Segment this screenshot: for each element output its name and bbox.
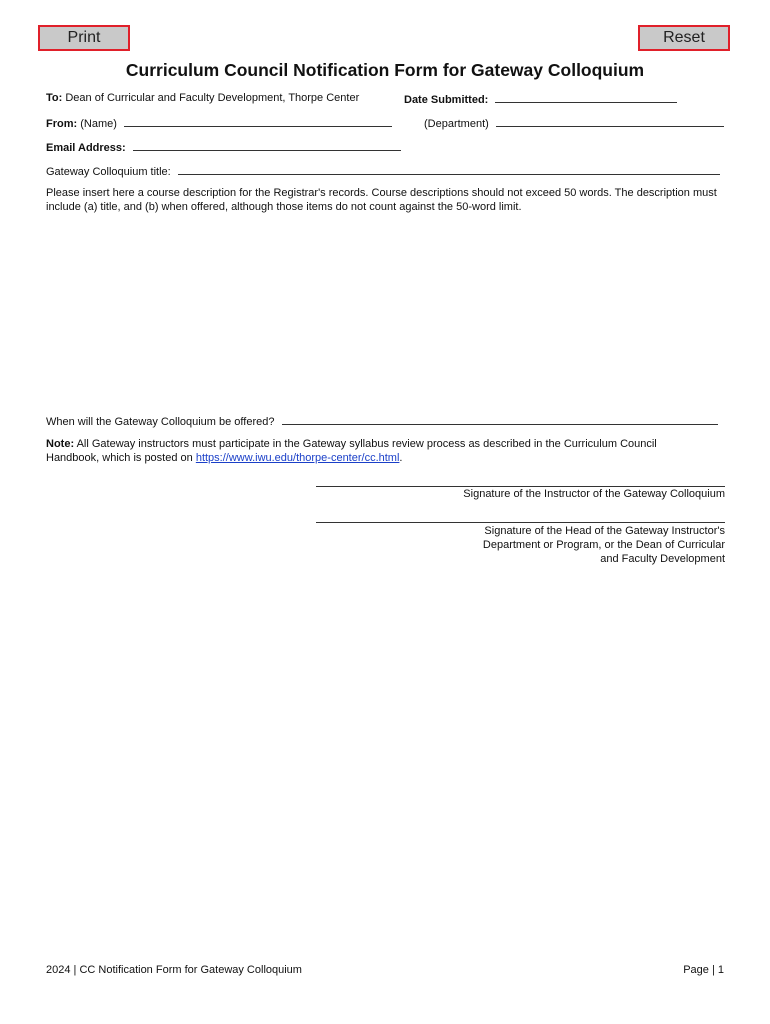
page-title: Curriculum Council Notification Form for Gateway Colloquium bbox=[125, 60, 645, 80]
gateway-title-field[interactable] bbox=[178, 164, 720, 175]
head-signature-line[interactable] bbox=[316, 521, 725, 523]
head-signature-line2: Department or Program, or the Dean of Curricular bbox=[482, 539, 725, 551]
when-offered-row bbox=[46, 414, 718, 428]
gateway-title-row bbox=[46, 164, 720, 178]
department-row bbox=[424, 116, 724, 130]
from-row bbox=[46, 116, 392, 130]
department-field[interactable] bbox=[496, 116, 724, 127]
head-signature-label bbox=[483, 524, 725, 566]
description-field[interactable] bbox=[46, 220, 726, 405]
gateway-title-label: Gateway Colloquium title: bbox=[46, 166, 171, 178]
to-label: To: bbox=[46, 92, 63, 104]
head-signature-line1: Signature of the Head of the Gateway Instructor's bbox=[484, 525, 725, 537]
when-offered-field[interactable] bbox=[282, 414, 718, 425]
footer-left: 2024 | CC Notification Form for Gateway Colloquium bbox=[46, 964, 302, 976]
instructor-signature-label: Signature of the Instructor of the Gateway Colloquium bbox=[463, 488, 725, 500]
note-text: All Gateway instructors must participate in the Gateway syllabus review process as described in the Curriculum Council Handbook, which is posted on bbox=[46, 438, 657, 464]
from-name-field[interactable] bbox=[124, 116, 392, 127]
head-signature-line3: and Faculty Development bbox=[600, 553, 725, 565]
date-row bbox=[404, 92, 677, 106]
email-label: Email Address: bbox=[46, 142, 126, 154]
note-label: Note: bbox=[46, 438, 75, 450]
from-name-label: (Name) bbox=[80, 118, 117, 130]
description-instructions: Please insert here a course description for the Registrar's records. Course descriptions should not exceed 50 words. The description must include (a) title, and (b) when offered, although those items do not count against the 50-word limit. bbox=[46, 187, 717, 213]
from-label: From: bbox=[46, 118, 78, 130]
email-row bbox=[46, 140, 401, 154]
email-field[interactable] bbox=[133, 140, 401, 151]
reset-button[interactable]: Reset bbox=[638, 25, 730, 51]
date-submitted-label: Date Submitted: bbox=[404, 94, 489, 106]
footer-page-number: Page | 1 bbox=[683, 964, 724, 976]
date-submitted-field[interactable] bbox=[495, 92, 677, 103]
handbook-link[interactable]: https://www.iwu.edu/thorpe-center/cc.html bbox=[195, 452, 400, 464]
department-label: (Department) bbox=[424, 118, 489, 130]
when-offered-label: When will the Gateway Colloquium be offered? bbox=[46, 416, 275, 428]
to-value: Dean of Curricular and Faculty Development, Thorpe Center bbox=[65, 92, 360, 104]
to-row bbox=[46, 92, 359, 104]
note-paragraph bbox=[46, 437, 706, 465]
print-button[interactable]: Print bbox=[38, 25, 130, 51]
note-end: . bbox=[399, 452, 403, 464]
